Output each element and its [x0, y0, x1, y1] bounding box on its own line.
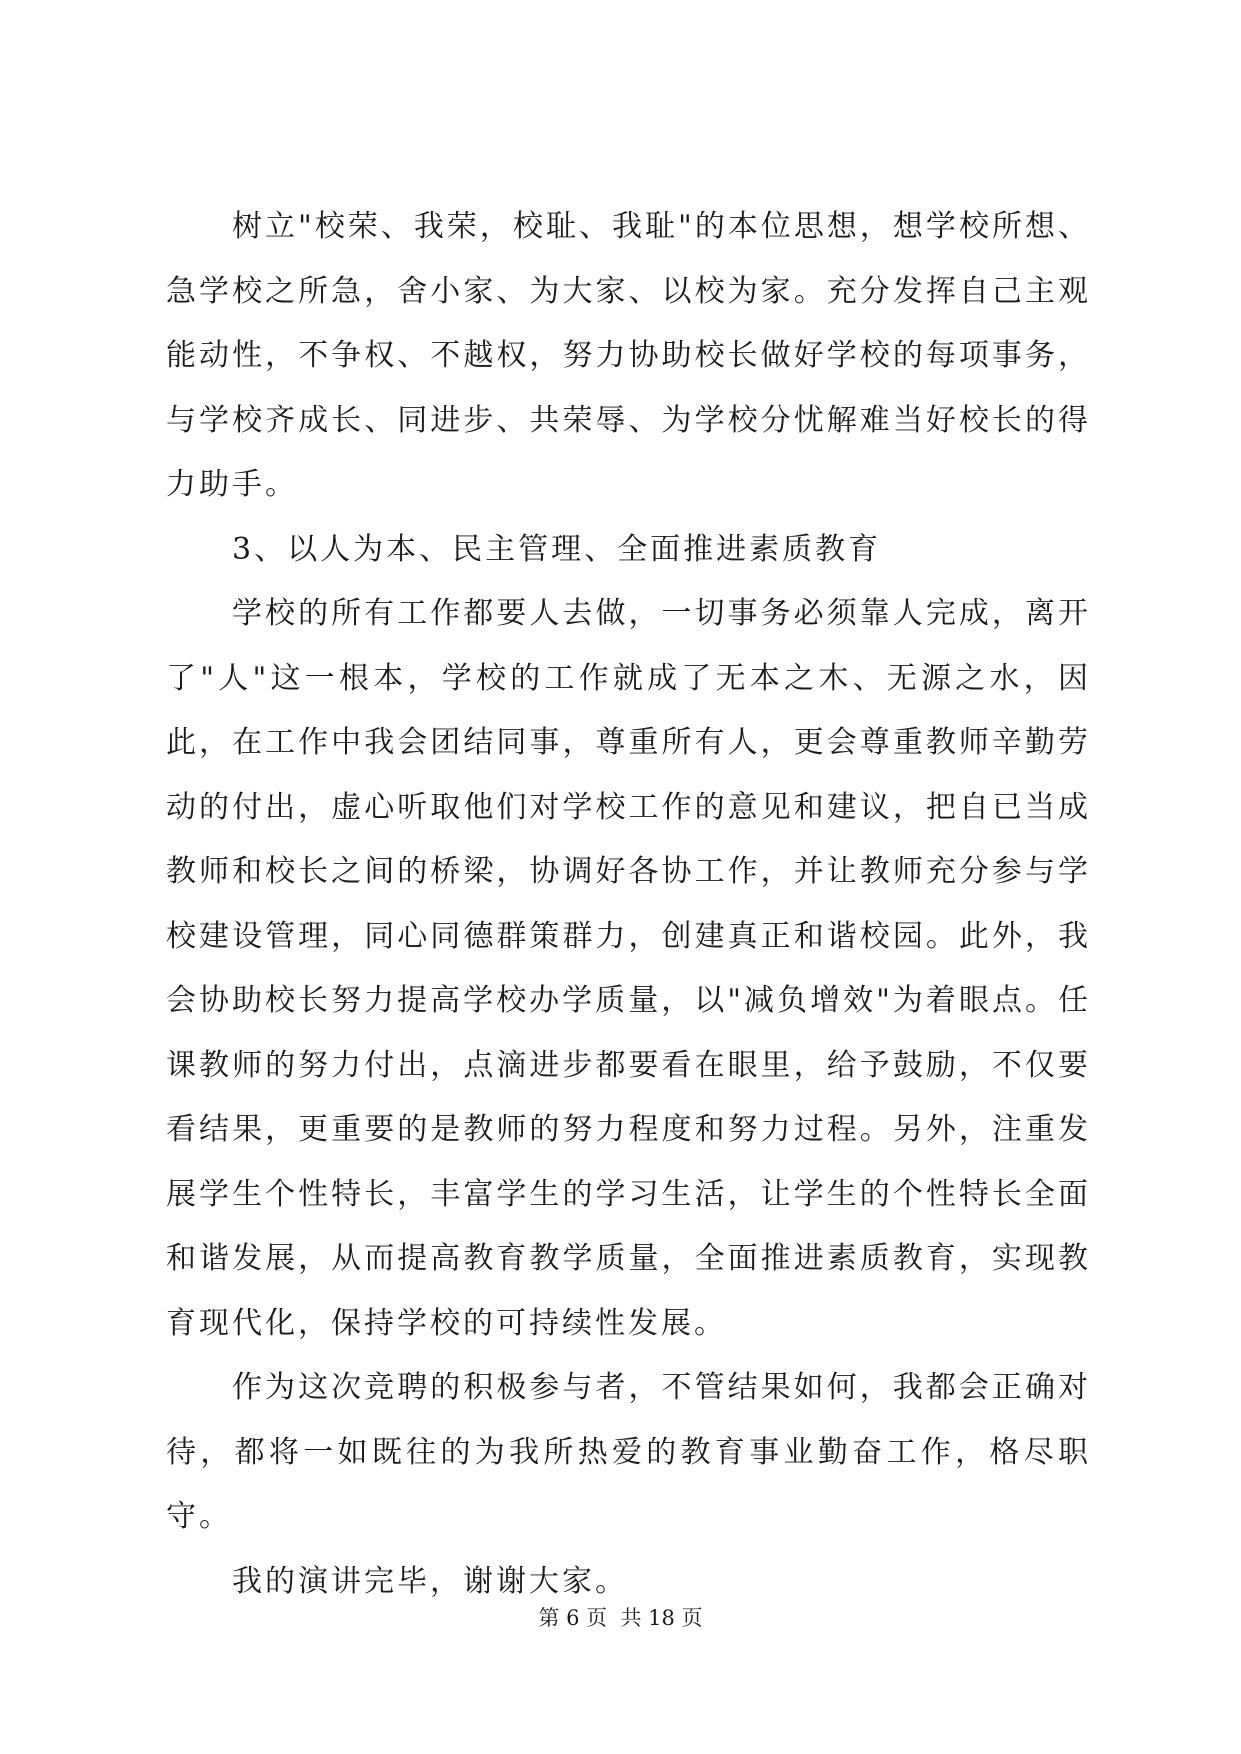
- page-number: 第 6 页 共 18 页: [538, 1606, 703, 1630]
- paragraph-people-oriented: 学校的所有工作都要人去做，一切事务必须靠人完成，离开了"人"这一根本，学校的工作就成了无本之木、无源之水，因此，在工作中我会团结同事，尊重所有人，更会尊重教师辛勤劳动的付出，虚心听取他们对学校工作的意见和建议，把自已当成教师和校长之间的桥梁，协调好各协工作，并让教师充分参与学校建设管理，同心同德群策群力，创建真正和谐校园。此外，我会协助校长努力提高学校办学质量，以"减负增效"为着眼点。任课教师的努力付出，点滴进步都要看在眼里，给予鼓励，不仅要看结果，更重要的是教师的努力程度和努力过程。另外，注重发展学生个性特长，丰富学生的学习生活，让学生的个性特长全面和谐发展，从而提高教育教学质量，全面推进素质教育，实现教育现代化，保持学校的可持续性发展。: [166, 596, 1091, 1341]
- paragraph-participation: 作为这次竞聘的积极参与者，不管结果如何，我都会正确对待，都将一如既往的为我所热爱的教育事业勤奋工作，格尽职守。: [166, 1370, 1091, 1534]
- paragraph-closing: 我的演讲完毕，谢谢大家。: [232, 1563, 628, 1599]
- paragraph-school-honor: 树立"校荣、我荣，校耻、我耻"的本位思想，想学校所想、急学校之所急，舍小家、为大家、以校为家。充分发挥自己主观能动性，不争权、不越权，努力协助校长做好学校的每项事务，与学校齐成长、同进步、共荣辱、为学校分忧解难当好校长的得力助手。: [166, 209, 1091, 502]
- document-body: [166, 195, 1091, 1614]
- section-heading-3: 3、以人为本、民主管理、全面推进素质教育: [232, 531, 882, 567]
- page-footer: [0, 1604, 1241, 1632]
